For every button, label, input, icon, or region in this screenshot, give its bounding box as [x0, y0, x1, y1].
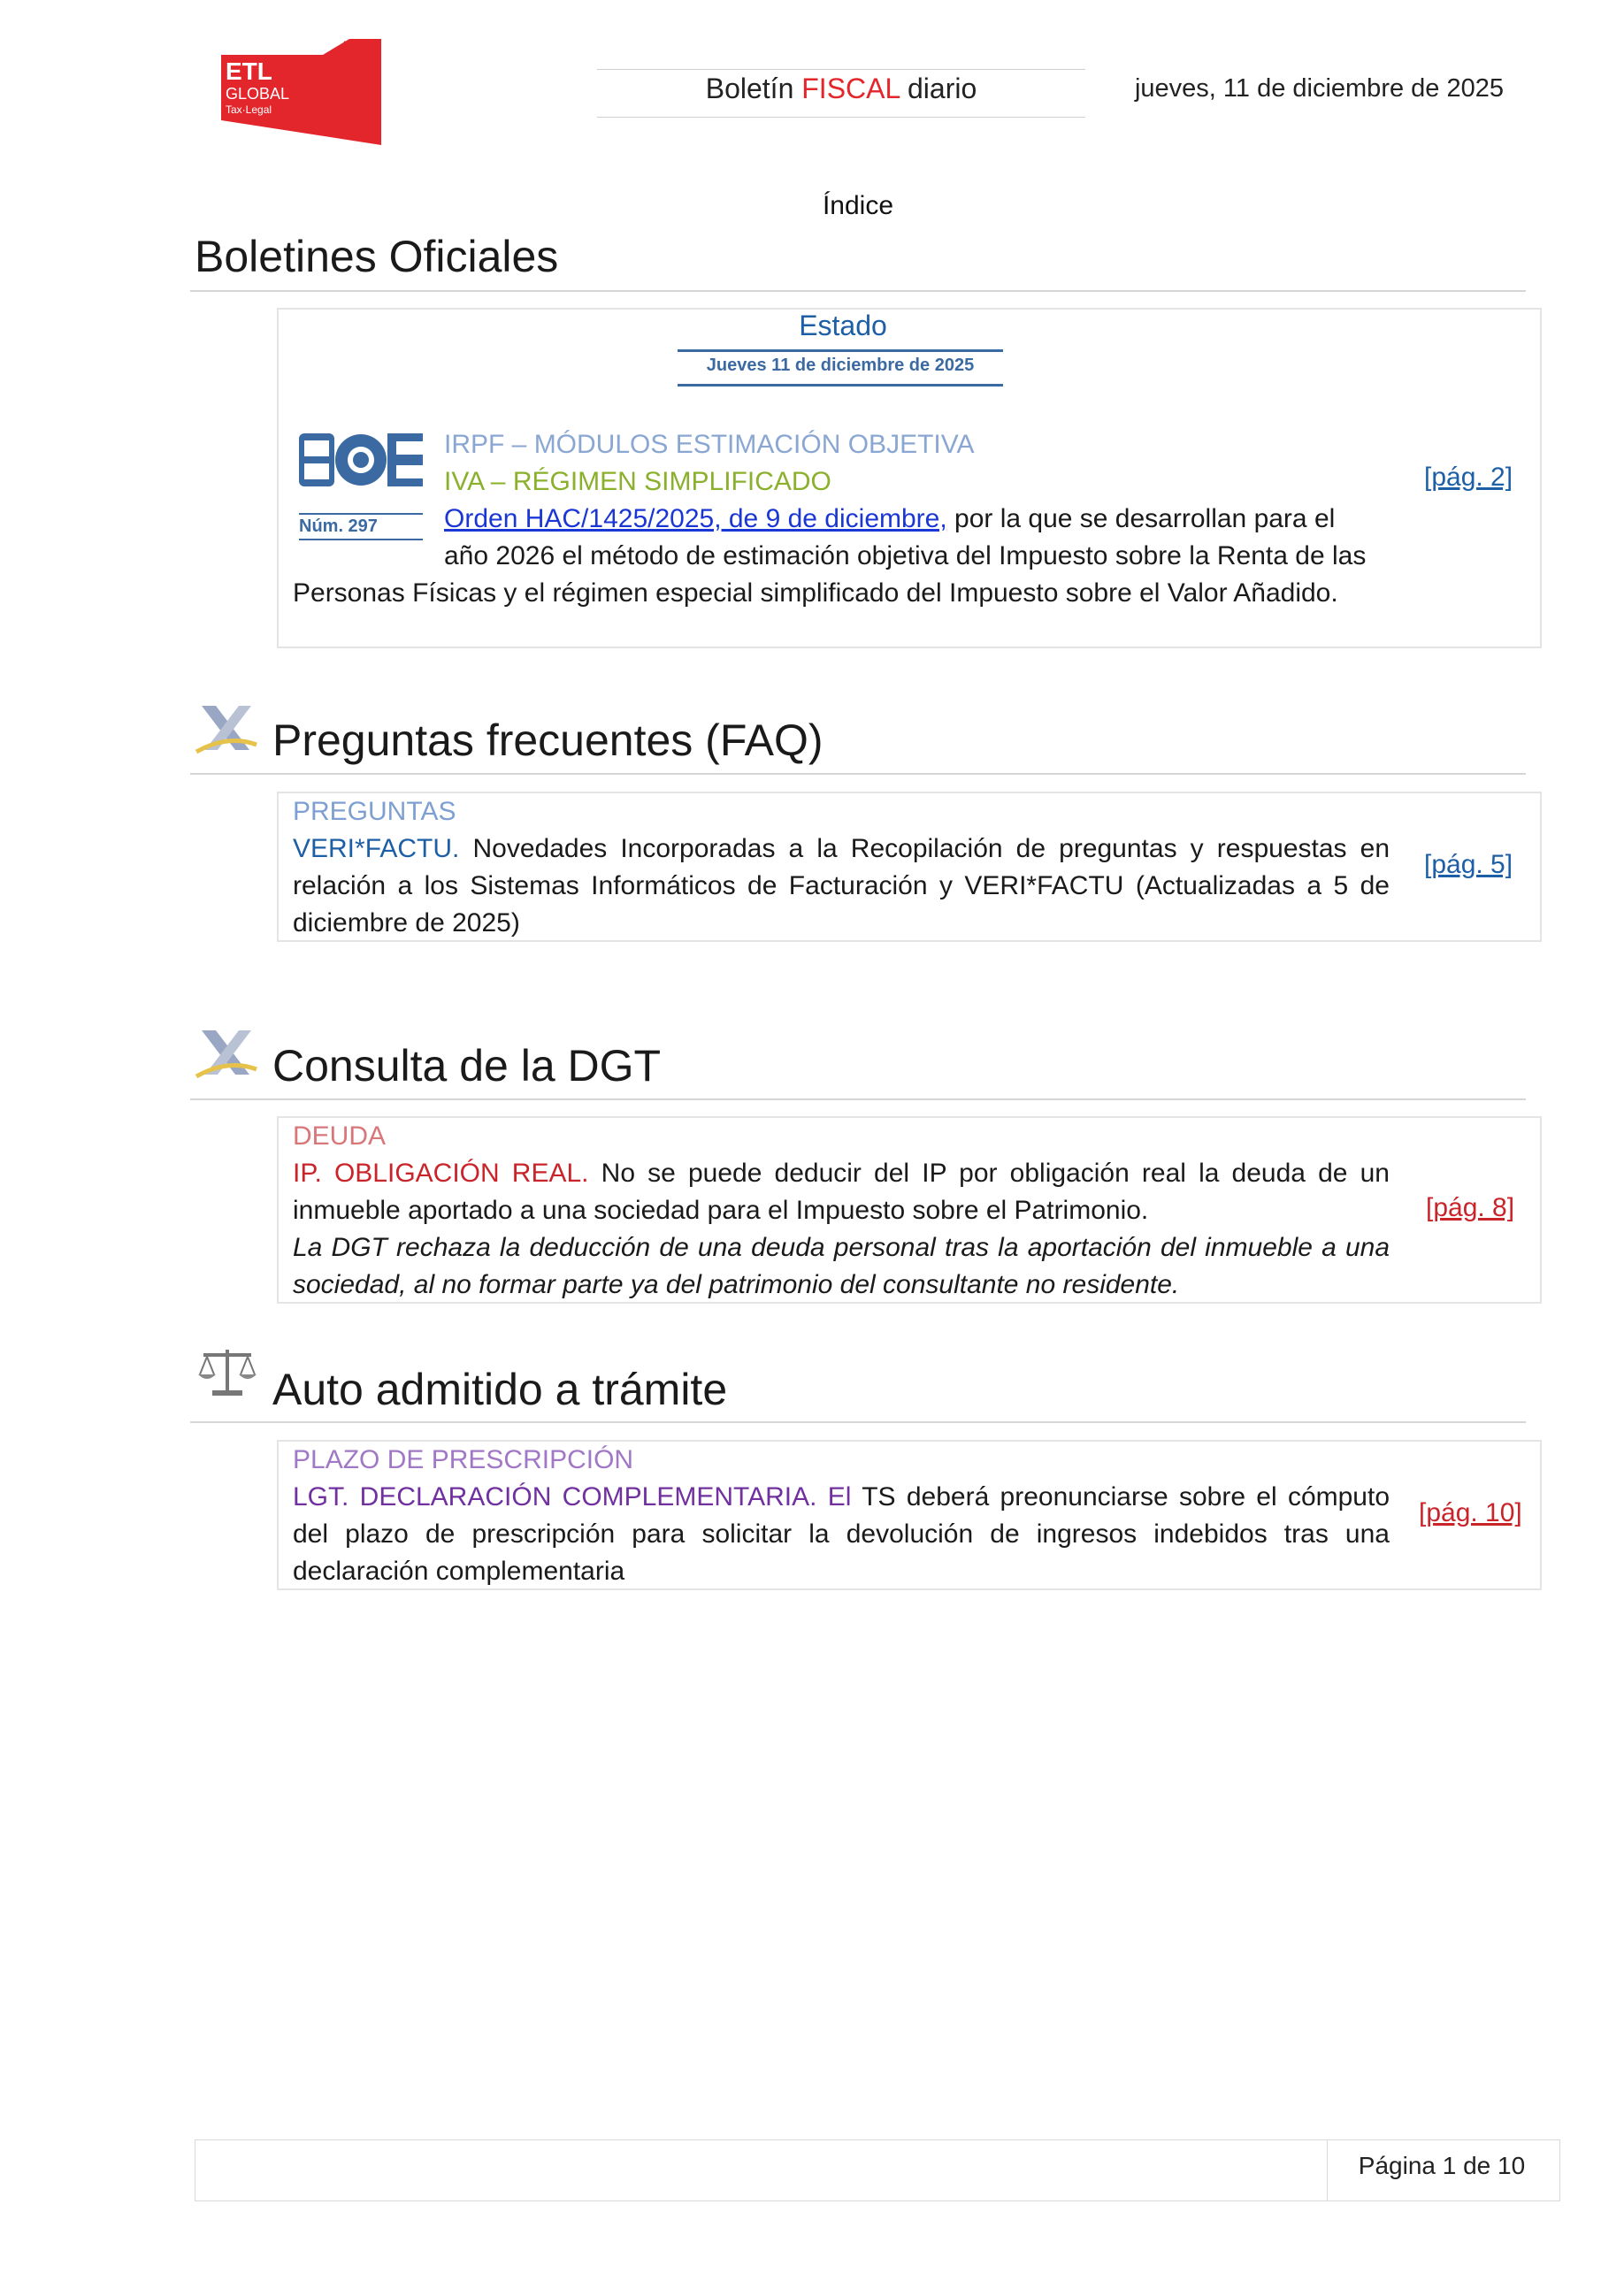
page-number: Página 1 de 10	[1358, 2152, 1526, 2179]
boe-text-line1: Orden HAC/1425/2025, de 9 de diciembre, por la que se desarrollan para el	[444, 504, 1336, 533]
category-deuda: DEUDA	[293, 1121, 387, 1151]
section-rule	[190, 773, 1526, 775]
logo-add-text: ADD	[339, 37, 381, 59]
section-title-dgt: Consulta de la DGT	[272, 1041, 662, 1091]
boe-date: Jueves 11 de diciembre de 2025	[706, 356, 975, 375]
section-rule	[190, 1421, 1526, 1423]
section-rule	[190, 290, 1526, 292]
category-iva: IVA – RÉGIMEN SIMPLIFICADO	[444, 467, 831, 496]
section-title-faq: Preguntas frecuentes (FAQ)	[272, 716, 823, 765]
faq-text: VERI*FACTU. Novedades Incorporadas a la Recopilación de preguntas y respuestas en relación a los Sistemas Informáticos de Facturación y VERI*FACTU (Actualizadas a 5 de diciembre de 2025)	[293, 834, 1390, 938]
dgt-text: IP. OBLIGACIÓN REAL. No se puede deducir del IP por obligación real la deuda de un inmueble aportado a una sociedad para el Impuesto sobre el Patrimonio.	[293, 1159, 1390, 1225]
header-rule-bottom	[597, 117, 1085, 118]
logo-sub-text: Tax·Legal	[226, 103, 272, 116]
estado-label: Estado	[799, 310, 887, 341]
dgt-italic-text: La DGT rechaza la deducción de una deuda personal tras la aportación del inmueble a una sociedad, al no formar parte ya del patrimonio del consultante no residente.	[293, 1233, 1390, 1299]
orden-link[interactable]: Orden HAC/1425/2025, de 9 de diciembre,	[444, 504, 947, 533]
index-title: Índice	[822, 191, 894, 220]
header-rule-top	[597, 69, 1085, 70]
svg-text:GLOBAL: GLOBAL	[226, 85, 290, 103]
etl-global-logo	[217, 28, 394, 148]
page-link-10[interactable]: [pág. 10]	[1419, 1498, 1522, 1527]
section-rule	[190, 1098, 1526, 1100]
page-link-5[interactable]: [pág. 5]	[1424, 850, 1513, 879]
section-title-boletines: Boletines Oficiales	[195, 232, 559, 281]
aeat-logo-icon	[193, 1023, 262, 1085]
boe-number: Núm. 297	[299, 513, 423, 540]
bulletin-title: Boletín FISCAL diario	[705, 73, 977, 104]
boe-text-line2: año 2026 el método de estimación objetiva del Impuesto sobre la Renta de las	[444, 541, 1367, 570]
scales-of-justice-icon	[196, 1344, 258, 1401]
header-date: jueves, 11 de diciembre de 2025	[1134, 74, 1504, 103]
category-irpf: IRPF – MÓDULOS ESTIMACIÓN OBJETIVA	[444, 430, 975, 459]
section-title-auto: Auto admitido a trámite	[272, 1365, 728, 1414]
category-preguntas: PREGUNTAS	[293, 797, 456, 826]
boe-logo-icon	[299, 433, 423, 488]
aeat-logo-icon	[193, 699, 262, 761]
svg-text:ETL: ETL	[226, 57, 272, 85]
category-plazo: PLAZO DE PRESCRIPCIÓN	[293, 1445, 634, 1474]
auto-text: LGT. DECLARACIÓN COMPLEMENTARIA. El TS deberá preonunciarse sobre el cómputo del plazo de prescripción para solicitar la devolución de ingresos indebidos tras una declaración complementaria	[293, 1482, 1390, 1586]
boe-text-line3: Personas Físicas y el régimen especial simplificado del Impuesto sobre el Valor Añadido.	[293, 578, 1338, 608]
page-link-8[interactable]: [pág. 8]	[1426, 1193, 1515, 1222]
page-link-2[interactable]: [pág. 2]	[1424, 463, 1513, 492]
